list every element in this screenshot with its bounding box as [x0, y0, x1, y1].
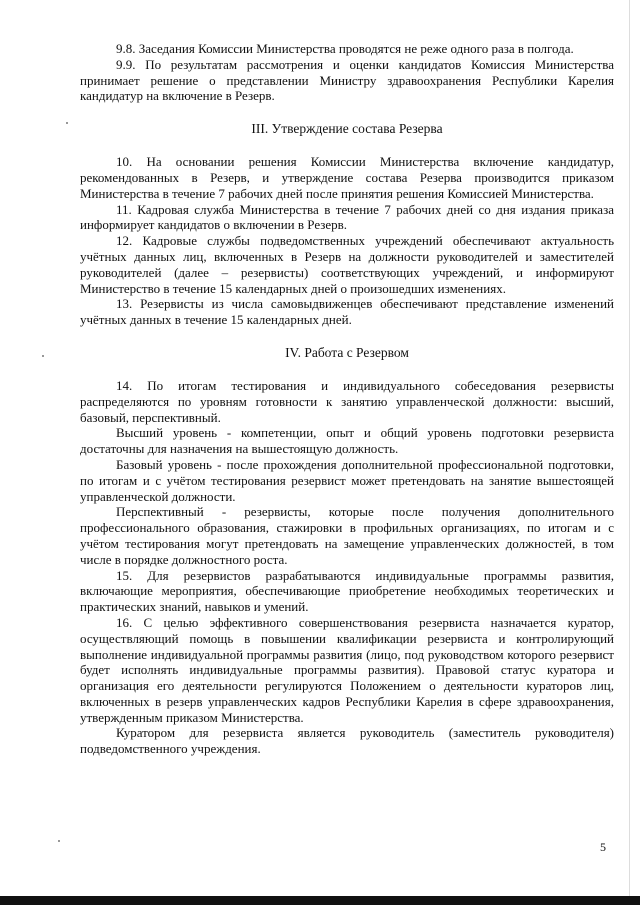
paragraph-10: 10. На основании решения Комиссии Министерства включение кандидатур, рекомендованных в Резерв, и утверждение состава Резерва производится приказом Министерства в течение 7 рабочих дней после принятия решения Комиссией Министерства.: [80, 154, 614, 201]
section-3-heading: III. Утверждение состава Резерва: [251, 121, 443, 137]
paragraph-16: 16. С целью эффективного совершенствования резервиста назначается куратор, осуществляющий помощь в повышении квалификации резервиста и контролирующий выполнение индивидуальной программы развития (лицо, под руководством которого резервист будет исполнять индивидуальные программы развития). Правовой статус куратора и организация его деятельности регулируются Положением о деятельности кураторов лиц, включенных в резерв управленческих кадров Республики Карелия в сфере здравоохранения, утвержденным приказом Министерства.: [80, 614, 614, 725]
paragraph-14-base-level: Базовый уровень - после прохождения дополнительной профессиональной подготовки, по итогам и с учётом тестирования резервист может претендовать на занятие вышестоящей управленческой должности.: [80, 456, 614, 504]
paragraph-16-curator: Куратором для резервиста является руководитель (заместитель руководителя) подведомственного учреждения.: [80, 725, 614, 757]
section-4-heading: IV. Работа с Резервом: [285, 344, 409, 360]
scan-speck: [66, 122, 68, 124]
paragraph-15: 15. Для резервистов разрабатываются индивидуальные программы развития, включающие мероприятия, обеспечивающие приобретение необходимых теоретических и практических знаний, навыков и умений.: [80, 567, 614, 615]
page-number: 5: [600, 840, 606, 854]
scan-speck: [58, 840, 60, 842]
scan-bottom-border: [0, 896, 640, 905]
paragraph-12: 12. Кадровые службы подведомственных учреждений обеспечивают актуальность учётных данных лиц, включенных в Резерв на должности руководителей и заместителей руководителей (далее – резервисты) соответствующих учреждений, и информируют Министерство в течение 15 календарных дней о произошедших изменениях.: [80, 233, 614, 296]
paragraph-14-perspective-level: Перспективный - резервисты, которые после получения дополнительного профессионального образования, стажировки в профильных организациях, по итогам и с учётом тестирования могут претендовать на замещение управленческих должностей, в том числе в порядке должностного роста.: [80, 504, 614, 567]
paragraph-9-8: 9.8. Заседания Комиссии Министерства проводятся не реже одного раза в полгода.: [116, 41, 574, 56]
document-body: [80, 41, 614, 757]
scan-edge: [629, 0, 630, 905]
paragraph-13: 13. Резервисты из числа самовыдвиженцев обеспечивают представление изменений учётных данных в течение 15 календарных дней.: [80, 296, 614, 328]
paragraph-14: 14. По итогам тестирования и индивидуального собеседования резервисты распределяются по уровням готовности к занятию управленческой должности: высший, базовый, перспективный.: [80, 377, 614, 425]
paragraph-9-9: 9.9. По результатам рассмотрения и оценки кандидатов Комиссия Министерства принимает решение о представлении Министру здравоохранения Республики Карелия кандидатур на включение в Резерв.: [80, 56, 614, 104]
scan-speck: [42, 355, 44, 357]
paragraph-14-high-level: Высший уровень - компетенции, опыт и общий уровень подготовки резервиста достаточны для назначения на вышестоящую должность.: [80, 425, 614, 457]
paragraph-11: 11. Кадровая служба Министерства в течение 7 рабочих дней со дня издания приказа информирует кандидатов о включении в Резерв.: [80, 201, 614, 233]
